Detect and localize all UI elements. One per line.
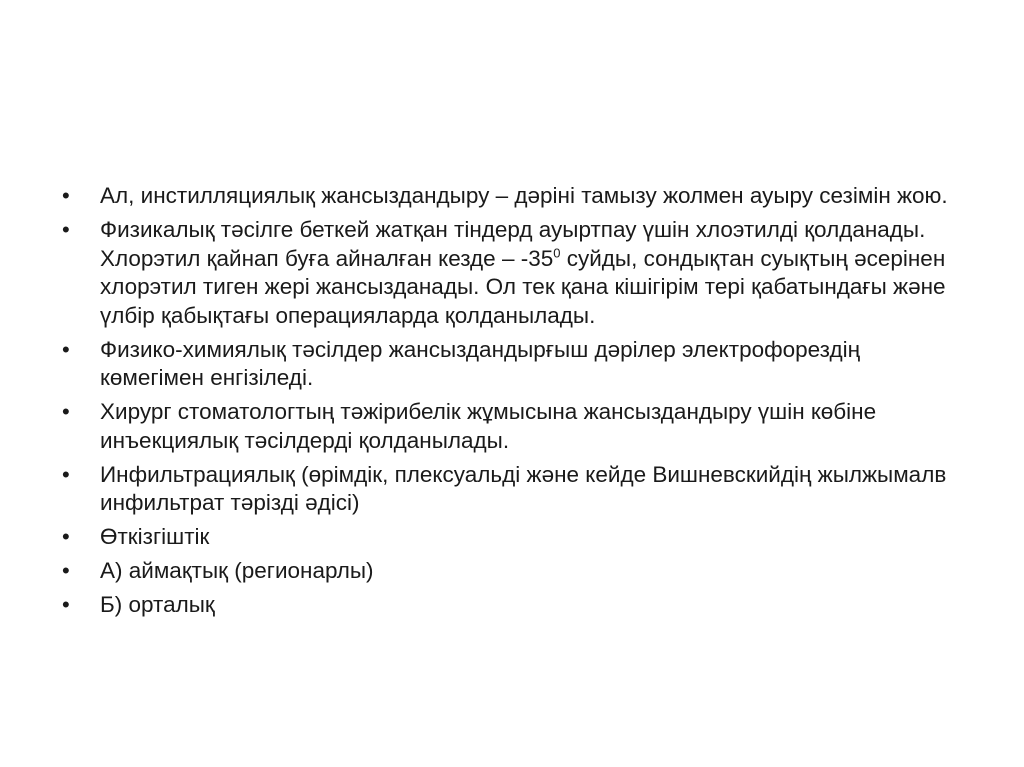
item-text: Физикалық тәсілге беткей жатқан тіндерд ауыртпау үшін хлоэтилді қолданады. Хлорэтил қайнап буға айналған кезде – -35 <box>100 217 926 271</box>
list-item <box>62 182 962 211</box>
bullet-icon: • <box>62 558 70 583</box>
bullet-icon: • <box>62 399 70 424</box>
bullet-icon: • <box>62 336 70 362</box>
item-text: Инфильтрациялық (өрімдік, плексуальді және кейде Вишневскийдің жылжымалв инфильтрат тәрізді әдісі) <box>100 461 947 515</box>
item-text: Хирург стоматологтың тәжірибелік жұмысына жансыздандыру үшін көбіне инъекциялық тәсілдерді қолданылады. <box>100 399 877 453</box>
list-item <box>62 461 962 518</box>
list-item <box>62 398 962 455</box>
item-text: Физико-химиялық тәсілдер жансыздандырғыш дәрілер электрофорездің көмегімен енгізіледі. <box>100 336 861 390</box>
bullet-icon: • <box>62 183 70 208</box>
item-superscript: 0 <box>553 245 561 260</box>
list-item <box>62 523 962 552</box>
bullet-icon: • <box>62 524 70 549</box>
bullet-icon: • <box>62 217 70 242</box>
item-text: Б) орталық <box>100 592 215 617</box>
list-item <box>62 336 962 393</box>
item-text: Өткізгіштік <box>100 524 210 549</box>
bullet-icon: • <box>62 461 70 487</box>
list-item <box>62 557 962 586</box>
bullet-list <box>62 182 962 625</box>
item-text: Ал, инстилляциялық жансыздандыру – дәріні тамызу жолмен ауыру сезімін жою. <box>100 183 948 208</box>
list-item <box>62 216 962 330</box>
item-text-continued: суйды, сондықтан суықтың әсерінен хлорэтил тиген жері жансызданады. Ол тек қана кішігірім тері қабатындағы және үлбір қабықтағы операцияларда қолданылады. <box>100 245 946 328</box>
item-text: А) аймақтық (регионарлы) <box>100 558 374 583</box>
list-item <box>62 591 962 620</box>
bullet-icon: • <box>62 592 70 617</box>
